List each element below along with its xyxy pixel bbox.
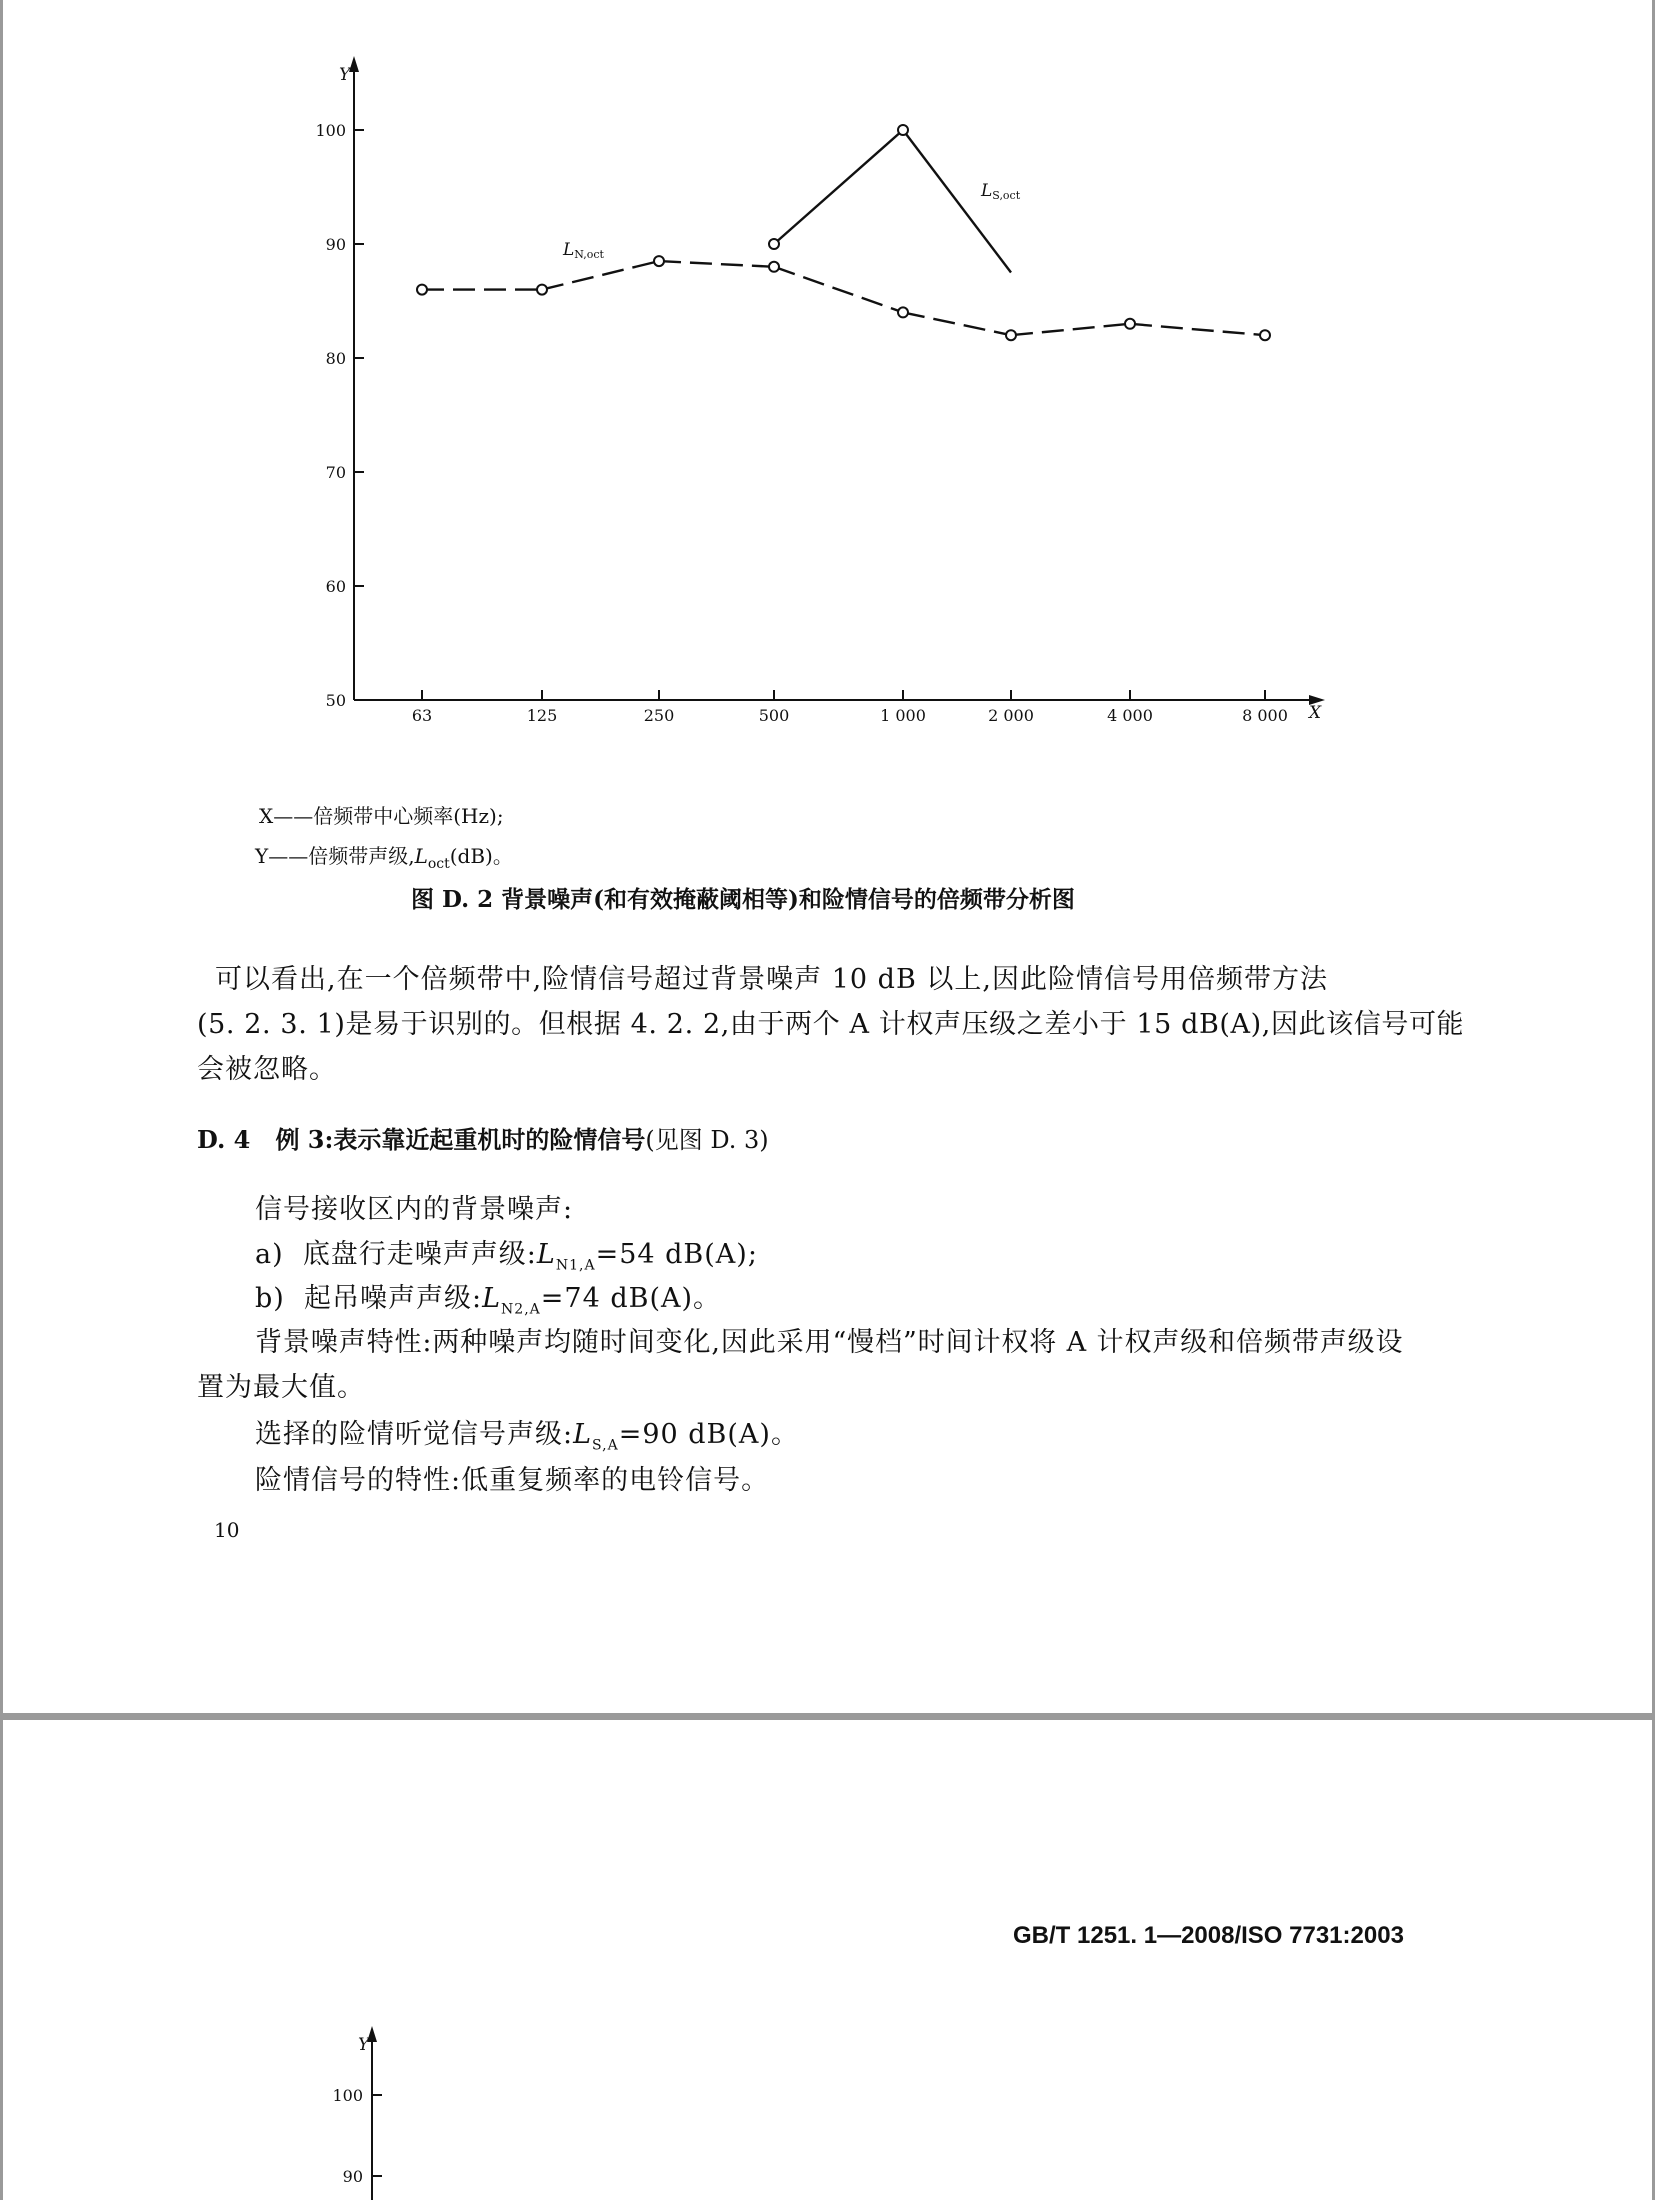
series-1-point [769,239,779,249]
series-0-segment [774,267,903,313]
signal-char: 险情信号的特性:低重复频率的电铃信号。 [255,1465,770,1496]
y-tick-label: 100 [332,2086,363,2105]
x-legend: X——倍频带中心频率(Hz); [259,804,504,828]
series-0-point [654,256,664,266]
y-legend: Y——倍频带声级$,L_{oct}(dB)$。 [255,844,513,872]
x-tick-label: 500 [758,706,790,725]
series-0-point [898,307,908,317]
y-tick-label: 90 [325,235,346,254]
series-0-segment [1130,324,1265,335]
noise-intro: 信号接收区内的背景噪声: [255,1194,574,1225]
series-0-segment [903,312,1011,335]
noise-char-line-1: 背景噪声特性:两种噪声均随时间变化,因此采用“慢档”时间计权将 A 计权声级和倍频带声级设 [255,1327,1404,1358]
x-tick-label: 4 000 [1107,706,1153,725]
octave-band-chart [3,0,1403,760]
y-tick-label: 70 [325,463,346,482]
section-heading: D. 4 例 3:表示靠近起重机时的险情信号(见图 D. 3) [197,1125,769,1154]
series-1-segment [774,130,903,244]
series-0-point [1006,330,1016,340]
x-tick-label: 63 [411,706,433,725]
series-0-segment [1011,324,1130,335]
series-label-n-oct: LN,oct [563,240,604,261]
page-11 [3,1720,1652,2200]
figure-caption: 图 D. 2 背景噪声(和有效掩蔽阈相等)和险情信号的倍频带分析图 [411,886,1075,913]
chart-d3-partial [3,1720,603,2200]
item-b: b) 起吊噪声声级$:L_{N2,A}=74$ dB(A)。 [255,1283,722,1318]
y-tick-label: 60 [325,577,346,596]
y-axis-label: Y [339,65,351,85]
para-line-1: 可以看出,在一个倍频带中,险情信号超过背景噪声 10 dB 以上,因此险情信号用倍频带方法 [215,964,1328,995]
y-tick-label: 90 [342,2167,363,2186]
x-tick-label: 8 000 [1242,706,1288,725]
series-0-point [417,285,427,295]
x-axis-label: X [1309,703,1322,723]
y-axis-label: Y [358,2035,370,2055]
para-line-2: (5. 2. 3. 1)是易于识别的。但根据 4. 2. 2,由于两个 A 计权声压级之差小于 15 dB(A),因此该信号可能 [197,1009,1465,1040]
para-line-3: 会被忽略。 [197,1054,337,1085]
series-0-point [769,262,779,272]
signal-level: 选择的险情听觉信号声级$:L_{S,A}=90$ dB(A)。 [255,1419,799,1454]
series-0-segment [542,261,659,290]
series-0-point [1260,330,1270,340]
y-tick-label: 80 [325,349,346,368]
x-tick-label: 125 [526,706,558,725]
series-label-s-oct: LS,oct [981,181,1021,202]
item-a: a) 底盘行走噪声声级$:L_{N1,A}=54$ dB(A); [255,1239,758,1274]
page-10 [3,0,1652,1713]
standard-header: GB/T 1251. 1—2008/ISO 7731:2003 [1013,1922,1404,1949]
series-0-point [1125,319,1135,329]
noise-char-line-2: 置为最大值。 [197,1372,365,1403]
x-tick-label: 250 [643,706,675,725]
y-tick-label: 100 [315,121,346,140]
x-tick-label: 1 000 [880,706,926,725]
series-1-point [898,125,908,135]
page-number: 10 [214,1518,240,1542]
series-0-point [537,285,547,295]
series-0-segment [659,261,774,267]
y-axis-arrow [349,56,359,72]
y-tick-label: 50 [325,691,346,710]
x-tick-label: 2 000 [988,706,1034,725]
